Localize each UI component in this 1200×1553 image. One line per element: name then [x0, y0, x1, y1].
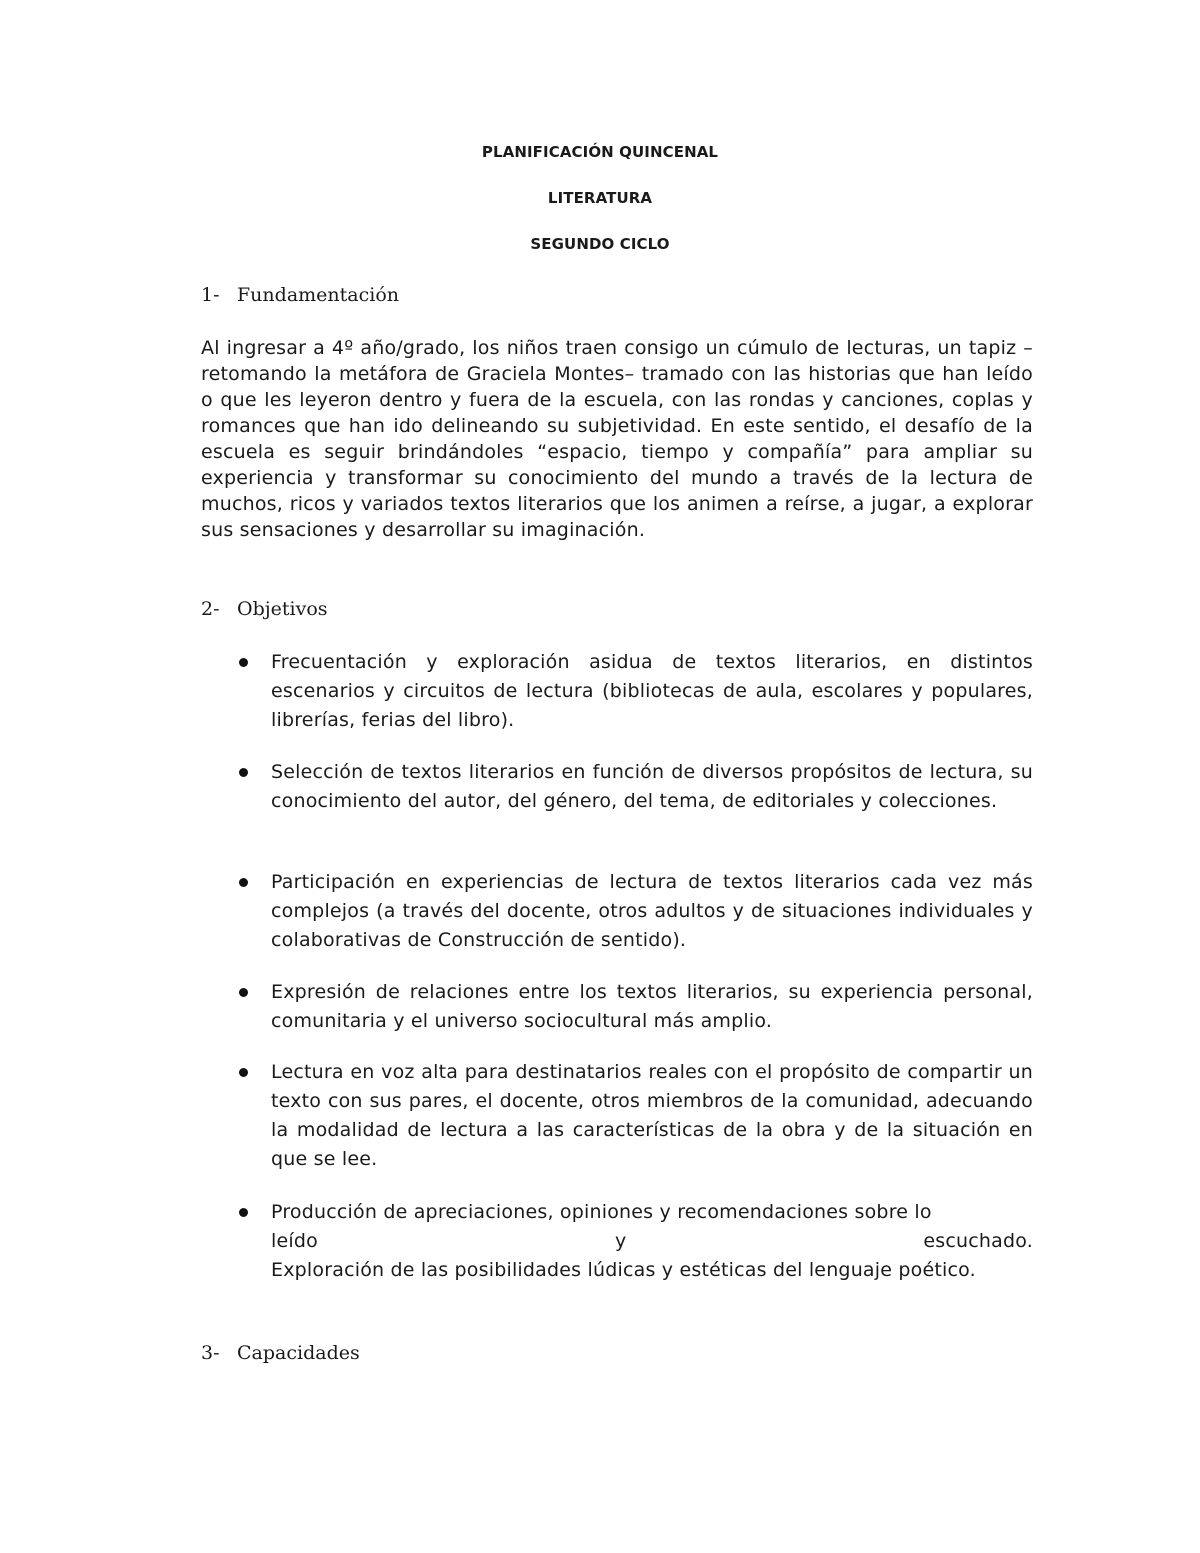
bullet-icon	[239, 768, 248, 777]
list-item	[271, 868, 1033, 955]
page-title: PLANIFICACIÓN QUINCENAL	[481, 143, 719, 161]
bullet-icon	[239, 988, 248, 997]
list-item-text: Frecuentación y exploración asidua de textos literarios, en distintos escenarios y circuitos de lectura (bibliotecas de aula, escolares y populares, librerías, ferias del libro).	[271, 651, 1033, 731]
list-item-stretched-line	[271, 1227, 1033, 1256]
list-item-text: Producción de apreciaciones, opiniones y recomendaciones sobre lo	[271, 1201, 932, 1223]
section-title: Objetivos	[237, 598, 328, 620]
section-heading-objetivos	[201, 597, 328, 621]
list-item-text: Participación en experiencias de lectura de textos literarios cada vez más complejos (a través del docente, otros adultos y de situaciones individuales y colaborativas de Construcción de sentido).	[271, 871, 1033, 951]
section-number: 2-	[201, 598, 220, 620]
word: leído	[271, 1230, 318, 1252]
list-item-text: Lectura en voz alta para destinatarios reales con el propósito de compartir un texto con sus pares, el docente, otros miembros de la comunidad, adecuando la modalidad de lectura a las características de la obra y de la situación en que se lee.	[271, 1061, 1033, 1170]
list-item	[271, 1198, 1033, 1285]
bullet-icon	[239, 658, 248, 667]
word: escuchado.	[923, 1230, 1033, 1252]
list-item	[271, 648, 1033, 735]
section-title: Capacidades	[237, 1342, 360, 1364]
subject-title: LITERATURA	[547, 189, 653, 207]
word: y	[614, 1230, 627, 1252]
cycle-title: SEGUNDO CICLO	[530, 235, 670, 253]
section-heading-capacidades	[201, 1341, 360, 1365]
list-item	[271, 758, 1033, 816]
bullet-icon	[239, 1208, 248, 1217]
section-number: 1-	[201, 284, 220, 306]
fundamentacion-paragraph: Al ingresar a 4º año/grado, los niños traen consigo un cúmulo de lecturas, un tapiz –retomando la metáfora de Graciela Montes– tramado con las historias que han leído o que les leyeron dentro y fuera de la escuela, con las rondas y canciones, coplas y romances que han ido delineando su subjetividad. En este sentido, el desafío de la escuela es seguir brindándoles “espacio, tiempo y compañía” para ampliar su experiencia y transformar su conocimiento del mundo a través de la lectura de muchos, ricos y variados textos literarios que los animen a reírse, a jugar, a explorar sus sensaciones y desarrollar su imaginación.	[201, 337, 1033, 541]
list-item-text: Expresión de relaciones entre los textos literarios, su experiencia personal, comunitaria y el universo sociocultural más amplio.	[271, 981, 1033, 1032]
section-number: 3-	[201, 1342, 220, 1364]
bullet-icon	[239, 878, 248, 887]
list-item-text: Selección de textos literarios en función de diversos propósitos de lectura, su conocimiento del autor, del género, del tema, de editoriales y colecciones.	[271, 761, 1033, 812]
section-heading-fundamentacion	[201, 283, 399, 307]
bullet-icon	[239, 1068, 248, 1077]
list-item	[271, 1058, 1033, 1174]
list-item-text: Exploración de las posibilidades lúdicas y estéticas del lenguaje poético.	[271, 1259, 976, 1281]
section-title: Fundamentación	[237, 284, 400, 306]
list-item	[271, 978, 1033, 1036]
